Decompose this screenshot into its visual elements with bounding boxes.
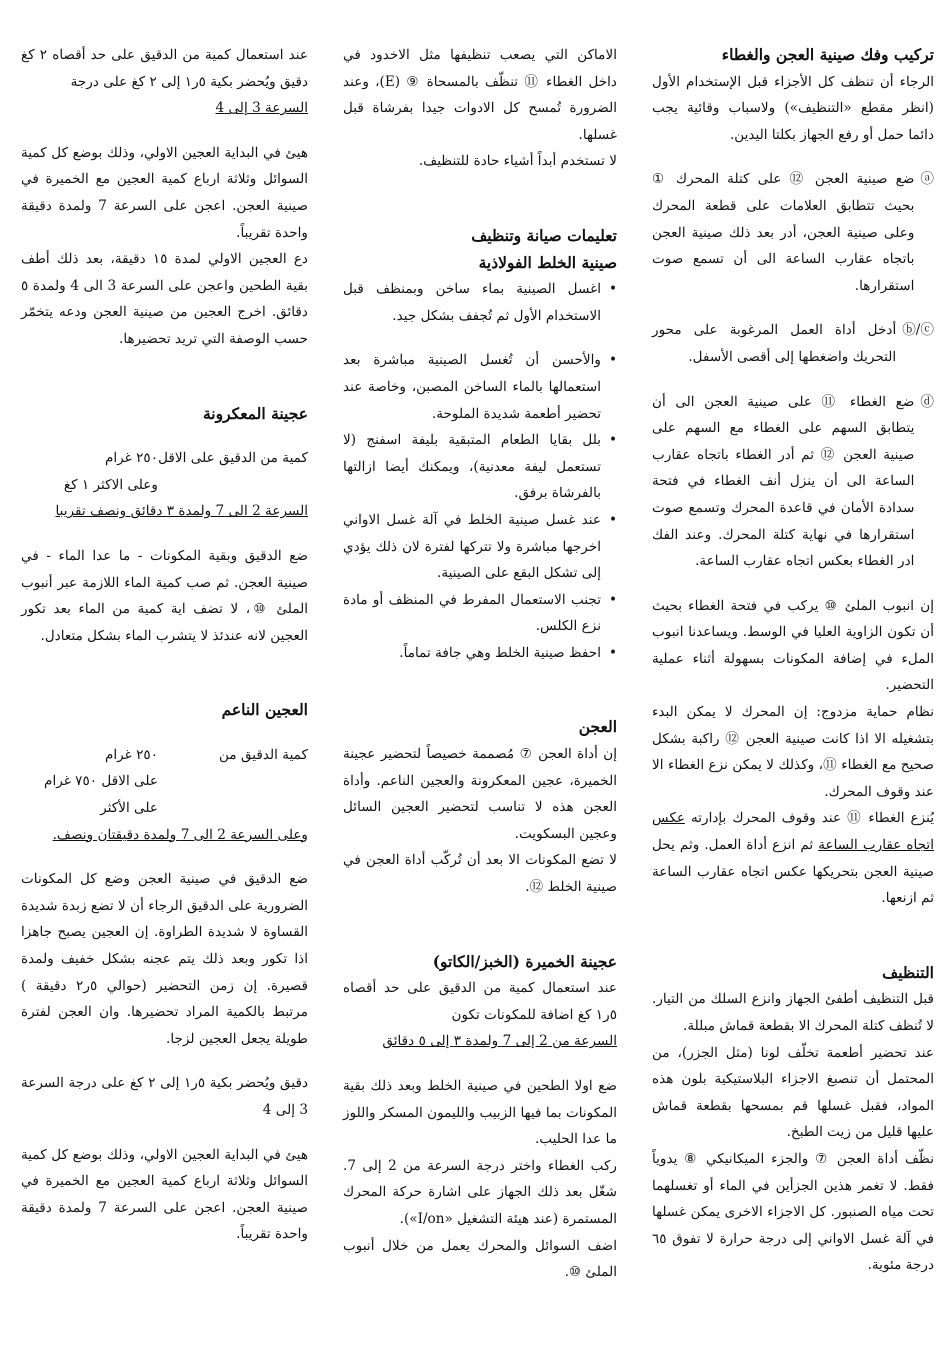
- cleaning-text-3: نظّف أداة العجن ⑦ والجزء الميكانيكي ⑧ يدوياً فقط. لا تغمر هذين الجزأين في الماء أو تغسلهما تحت مياه الصنبور. كل الاجزاء الاخرى يمكن غسلها في آلة غسل الاواني إلى درجة حرارة لا تفوق ٦٥ درجة مئوية.: [652, 1150, 934, 1274]
- soft-qty-value: ٢٥٠ غرام: [104, 746, 158, 763]
- cleaning-cont-1: الاماكن التي يصعب تنظيفها مثل الاخدود في داخل الغطاء ⑪ تنظّف بالمسحاة ⑨ (E)، وعند الضرورة تُمسح كل الادوات جيدا بفرشاة قبل غسلها.: [343, 47, 617, 143]
- bullet-text: عند غسل صينية الخلط في آلة غسل الاواني اخرجها مباشرة ولا تتركها لفترة لان ذلك يؤدي إلى تشكل البقع على الصينية.: [343, 511, 601, 582]
- list-item: [343, 427, 617, 507]
- soft-qty-max: على الأكثر: [100, 800, 158, 817]
- bullet-text: اغسل الصينية بماء ساخن وبمنظف قبل الاستخدام الأول ثم تُجفف بشكل جيد.: [343, 281, 601, 324]
- bullet-text: بلل بقايا الطعام المتبقية بليفة اسفنج (لا تستعمل ليفة معدنية)، ويمكنك أيضا ازالتها بالفرشاة برفق.: [343, 432, 601, 502]
- step-d-text: ضع الغطاء ⑪ على صينية العجن الى أن يتطابق السهم على الغطاء مع السهم على صينية العجن ⑫ ثم أدر الغطاء باتجاه عقارب الساعة الى أن ينزل أنف الغطاء في فتحة سدادة الأمان في قاعدة المحرك وتسمع صوت استقرارها في نهاية كتلة المحرك. وعند الفك ادر الغطاء بعكس اتجاه عقارب الساعة.: [652, 393, 915, 570]
- pasta-text-1: ضع الدقيق وبقية المكونات - ما عدا الماء - في صينية العجن. ثم صب كمية الماء اللازمة عبر أنبوب الملئ ⑩، لا تضف اية كمية من الماء بعد تكور العجين لانه عندئذ لا يتشرب الماء بشكل متعادل.: [21, 547, 308, 644]
- pasta-quantity-row: [21, 445, 308, 472]
- soft-quantity-row: [21, 742, 308, 769]
- left-column: [21, 42, 308, 1248]
- cleaning-cont-2: لا تستخدم أبداً أشياء حادة للتنظيف.: [418, 153, 617, 170]
- feed-tube-text: إن انبوب الملئ ⑩ يركب في فتحة الغطاء بحيث أن تكون الزاوية العليا في الوسط. ويساعدنا انبوب الملء في إضافة المكونات بسهولة أثناء عملية التحضير.: [652, 597, 934, 694]
- soft-dough-heading: العجين الناعم: [221, 700, 308, 720]
- bullet-mark: •: [608, 511, 617, 528]
- maintenance-heading: تعليمات صيانة وتنظيف: [471, 225, 617, 245]
- soft-text-3: هيئ في البداية العجين الاولي، وذلك بوضع كل كمية السوائل وثلاثة ارباع كمية العجين مع الخميرة في صينية العجن. اعجن على السرعة 7 ولمدة دقيقة واحدة تقريباً.: [21, 1146, 308, 1243]
- soft-text-2: دقيق ويُحضر بكية ٥ر١ إلى ٢ كغ على درجة السرعة 3 إلى 4: [21, 1075, 308, 1118]
- right-column: [652, 42, 934, 1279]
- yeast-text-2: ضع اولا الطحين في صينية الخلط وبعد ذلك بقية المكونات بما فيها الزبيب والليمون المسكر واللوز ما عدا الحليب.: [343, 1078, 617, 1148]
- list-item: [343, 587, 617, 640]
- left-top-text-1: عند استعمال كمية من الدقيق على حد أقصاه ٢ كغ دقيق ويُحضر بكية ٥ر١ إلى ٢ كغ على درجة: [21, 47, 308, 90]
- list-item: [343, 507, 617, 587]
- assembly-intro: الرجاء أن تنظف كل الأجزاء قبل الإستخدام الأول (انظر مقطع «التنظيف») ولاسباب وقائية يجب دائما حمل أو رفع الجهاز بكلتا اليدين.: [652, 73, 934, 143]
- step-a: [652, 166, 934, 299]
- soft-qty-label: كمية الدقيق من: [219, 746, 308, 763]
- soft-speed: وعلى السرعة 2 الى 7 ولمدة دقيقتان ونصف.: [52, 826, 308, 843]
- left-top-speed: السرعة 3 إلى 4: [215, 100, 308, 117]
- yeast-text-1: عند استعمال كمية من الدقيق على حد أقصاه ٥ر١ كغ اضافة للمكونات تكون: [343, 980, 617, 1023]
- removal-text: [652, 805, 934, 911]
- pasta-speed: السرعة 2 الى 7 ولمدة ٣ دقائق ونصف تقريبا: [55, 503, 308, 520]
- left-top-text-3: دع العجين الاولي لمدة ١٥ دقيقة، بعد ذلك أطف بقية الطحين واعجن على السرعة 3 الى 4 ولمدة ٥ دقائق. اخرج العجين من صينية العجن ودعه يتخمّر حسب الوصفة التي تريد تحضيرها.: [21, 251, 308, 347]
- removal-end: ثم انزع أداة العمل. وثم يحل صينية العجن بتحريكها عكس اتجاه عقارب الساعة ثم ازنعها.: [652, 837, 934, 907]
- bullet-text: احفظ صينية الخلط وهي جافة تماماً.: [399, 644, 601, 661]
- soft-quantity-row-3: [21, 795, 308, 822]
- bullet-mark: •: [608, 432, 617, 449]
- bullet-mark: •: [608, 591, 617, 608]
- middle-column: [343, 42, 617, 1286]
- soft-text-1: ضع الدقيق في صينية العجن وضع كل المكونات الضرورية على الدقيق الرجاء أن لا تضع زبدة شديدة القساوة لا شديدة الطراوة. إن العجين يصبح جاهزا اذا تكور وبعد ذلك يتم عجنه بشكل خفيف ولمدة قصيرة. إن زمن التحضير (حوالي ٥ر٢ دقيقة ) مرتبط بالكمية المراد تحضيرها. وان العجن لفترة طويلة يجعل العجين لزجا.: [21, 871, 308, 1047]
- yeast-speed: السرعة من 2 إلى 7 ولمدة ٣ إلى ٥ دقائق: [382, 1033, 617, 1050]
- bullet-text: والأحسن أن تُغسل الصينية مباشرة بعد استعمالها بالماء الساخن المصبن، وخاصة عند تحضير أطعمة شديدة الملوحة.: [343, 352, 601, 422]
- bullet-text: تجنب الاستعمال المفرط في المنظف أو مادة نزع الكلس.: [343, 591, 601, 635]
- yeast-dough-heading: عجينة الخميرة (الخبز/الكاتو): [432, 951, 617, 971]
- list-item: [343, 347, 617, 427]
- yeast-text-3: ركب الغطاء واختر درجة السرعة من 2 إلى 7. شغّل بعد ذلك الجهاز على اشارة حركة المحرك المستمرة (عند هيئة التشغيل «I/on»).: [343, 1157, 617, 1227]
- pasta-qty-max: وعلى الاكثر ١ كغ: [63, 476, 158, 493]
- removal-underline: عكس اتجاه عقارب الساعة: [652, 810, 934, 854]
- step-b-marker: ⓑ/ⓒ: [902, 322, 934, 339]
- list-item: [343, 276, 617, 329]
- bullet-mark: •: [608, 281, 617, 298]
- pasta-qty-label: كمية من الدقيق على الاقل: [158, 450, 308, 467]
- kneading-text-1: إن أداة العجن ⑦ مُصممة خصيصاً لتحضير عجينة الخميرة، عجين المعكرونة والعجين الناعم. وأداة العجن هذه لا تناسب لتحضير العجين السائل وعجين البسكويت.: [343, 746, 617, 842]
- cleaning-heading: التنظيف: [882, 962, 934, 982]
- soft-quantity-row-2: [21, 768, 308, 795]
- cleaning-text-2: عند تحضير أطعمة تخلّف لونا (مثل الجزر)، من المحتمل أن تنصبغ الاجزاء البلاستيكية بلون هذه المواد، فقبل غسلها قم بمسحها بقطعة قماش عليها قليل من زيت الطبخ.: [652, 1044, 934, 1141]
- step-b-text: أدخل أداة العمل المرغوبة على محور التحريك واضغطها إلى أقصى الأسفل.: [652, 322, 897, 365]
- safety-text: نظام حماية مزدوج: إن المحرك لا يمكن البدء بتشغيله الا اذا كانت صينية العجن ⑫ راكبة بشكل صحيح مع الغطاء ⑪، وكذلك لا يمكن نزع الغطاء الا عند وقوف المحرك.: [652, 704, 934, 800]
- left-top-text-2: هيئ في البداية العجين الاولي، وذلك بوضع كل كمية السوائل وثلاثة ارباع كمية العجين مع الخميرة في صينية العجن. اعجن على السرعة 7 ولمدة دقيقة واحدة تقريباً.: [21, 144, 308, 241]
- yeast-text-4: اضف السوائل والمحرك يعمل من خلال أنبوب الملئ ⑩.: [343, 1237, 617, 1281]
- step-d-marker: ⓓ: [920, 393, 934, 410]
- assembly-heading: تركيب وفك صينية العجن والغطاء: [721, 45, 934, 64]
- list-item: [343, 640, 617, 667]
- pasta-quantity-row-2: [21, 472, 308, 499]
- maintenance-subheading: صينية الخلط الفولاذية: [478, 252, 617, 272]
- pasta-dough-heading: عجينة المعكرونة: [202, 403, 308, 423]
- cleaning-text-1: قبل التنظيف أطفئ الجهاز وانزع السلك من التيار. لا تُنظف كتلة المحرك الا بقطعة قماش مبللة.: [652, 991, 934, 1034]
- bullet-mark: •: [608, 352, 617, 369]
- bullet-mark: •: [608, 644, 617, 661]
- step-a-text: ضع صينية العجن ⑫ على كتلة المحرك ① بحيث تتطابق العلامات على قطعة المحرك وعلى صينية العجن، أدر بعد ذلك صينية العجن باتجاه عقارب الساعة الى أن تسمع صوت استقرارها.: [652, 171, 915, 294]
- pasta-qty-value: ٢٥٠ غرام: [104, 450, 158, 467]
- step-b: [652, 317, 934, 370]
- kneading-heading: العجن: [578, 717, 617, 737]
- step-d: [652, 389, 934, 575]
- removal-start: يُنزع الغطاء ⑪ عند وقوف المحرك بإدارته: [690, 810, 934, 827]
- step-a-marker: ⓐ: [920, 171, 934, 188]
- soft-qty-min: على الاقل ٧٥٠ غرام: [44, 773, 158, 790]
- kneading-text-2: لا تضع المكونات الا بعد أن تُركّب أداة العجن في صينية الخلط ⑫.: [343, 852, 617, 896]
